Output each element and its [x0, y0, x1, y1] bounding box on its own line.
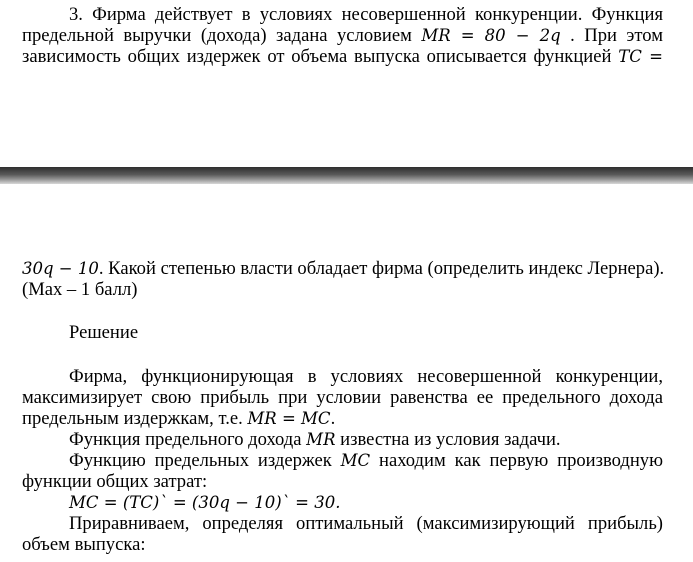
problem-statement-top: [22, 4, 663, 67]
problem-line-4: 30q − 10. Какой степенью власти обладает фирма (определить индекс Лернера).: [22, 258, 665, 279]
solution-p1-line-1: Фирма, функционирующая в условиях несовершенной конкуренции,: [69, 366, 663, 387]
tc-formula-end: 30q − 10: [22, 259, 99, 278]
solution-p1-line-2: максимизирует свою прибыль при условии равенства ее предельного дохода: [22, 387, 663, 408]
problem-line-3: зависимость общих издержек от объема выпуска описывается функцией TC =: [22, 46, 663, 67]
mr-formula: MR = 80 − 2q: [421, 26, 561, 45]
solution-p4: [22, 492, 663, 513]
tc-formula-start: TC =: [618, 47, 663, 66]
solution-p3-line-2: функции общих затрат:: [22, 471, 208, 492]
solution-p1-line-3: предельным издержкам, т.е. MR = MC.: [22, 408, 336, 429]
solution-p5-line-1: Приравниваем, определяя оптимальный (максимизирующий прибыль): [69, 513, 663, 534]
solution-p3-line-1: Функцию предельных издержек MC находим как первую производную: [69, 450, 663, 471]
mr-mc-equation: MR = MC: [247, 409, 331, 428]
mr-symbol: MR: [306, 430, 336, 449]
problem-statement-bottom: [22, 258, 663, 300]
page-break-band: [0, 167, 693, 184]
solution-p2: Функция предельного дохода MR известна из условия задачи.: [69, 429, 561, 450]
mc-derivative-equation: MC = (TC)` = (30q − 10)` = 30.: [69, 493, 341, 512]
mc-symbol: MC: [340, 451, 371, 470]
problem-line-5: (Max – 1 балл): [22, 279, 138, 300]
solution-paragraph-1: [22, 366, 663, 555]
problem-line-2: предельной выручки (дохода) задана условием MR = 80 − 2q . При этом: [22, 25, 663, 46]
solution-p5-line-2: объем выпуска:: [22, 534, 146, 555]
solution-heading: Решение: [69, 322, 139, 343]
problem-line-1: 3. Фирма действует в условиях несовершенной конкуренции. Функция: [69, 4, 663, 25]
